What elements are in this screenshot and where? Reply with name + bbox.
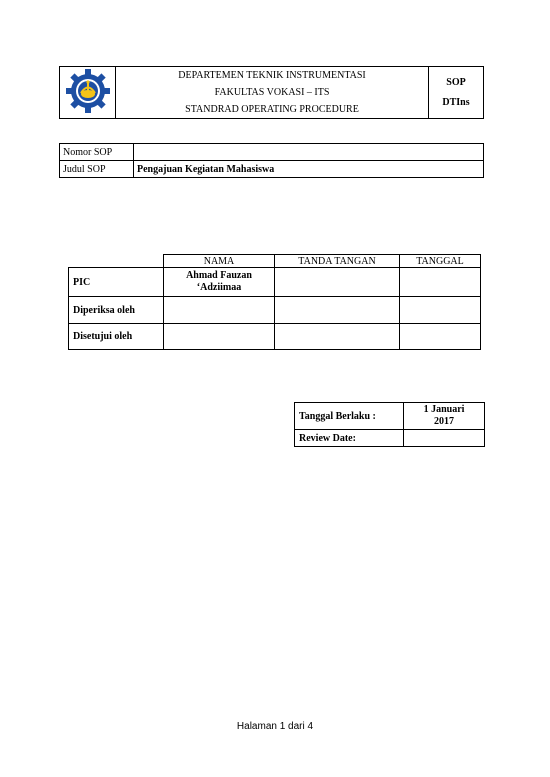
header-table xyxy=(59,66,484,119)
pic-name-line2: ‘Adziimaa xyxy=(196,282,242,293)
diperiksa-signature xyxy=(275,297,400,324)
tanggal-berlaku-line2: 2017 xyxy=(434,416,454,427)
sop-info-table xyxy=(59,143,484,178)
disetujui-date xyxy=(400,324,481,350)
signature-table xyxy=(68,254,481,350)
pic-signature xyxy=(275,268,400,297)
sop-code: SOP xyxy=(446,76,466,88)
faculty-name: FAKULTAS VOKASI – ITS xyxy=(214,87,330,98)
nomor-sop-label: Nomor SOP xyxy=(60,144,134,161)
pic-date xyxy=(400,268,481,297)
department-name: DEPARTEMEN TEKNIK INSTRUMENTASI xyxy=(178,70,366,81)
header-title-cell xyxy=(116,67,429,119)
tanggal-berlaku-line1: 1 Januari xyxy=(423,404,465,415)
page-number: Halaman 1 dari 4 xyxy=(236,721,314,732)
its-logo-icon xyxy=(65,68,111,114)
header-blank-cell xyxy=(69,255,164,268)
row-label-pic: PIC xyxy=(69,268,164,297)
table-row xyxy=(69,297,481,324)
judul-sop-value: Pengajuan Kegiatan Mahasiswa xyxy=(134,161,484,178)
judul-sop-label: Judul SOP xyxy=(60,161,134,178)
date-table xyxy=(294,402,485,447)
diperiksa-name xyxy=(164,297,275,324)
tanggal-berlaku-value xyxy=(404,403,485,430)
disetujui-name xyxy=(164,324,275,350)
table-row xyxy=(69,268,481,297)
row-label-diperiksa: Diperiksa oleh xyxy=(69,297,164,324)
col-header-tanggal: TANGGAL xyxy=(400,255,481,268)
pic-name xyxy=(164,268,275,297)
pic-name-line1: Ahmad Fauzan xyxy=(186,270,252,281)
review-date-label: Review Date: xyxy=(295,430,404,447)
diperiksa-date xyxy=(400,297,481,324)
row-label-disetujui: Disetujui oleh xyxy=(69,324,164,350)
tanggal-berlaku-label: Tanggal Berlaku : xyxy=(295,403,404,430)
table-row xyxy=(69,324,481,350)
review-date-value xyxy=(404,430,485,447)
disetujui-signature xyxy=(275,324,400,350)
department-code: DTIns xyxy=(442,96,470,108)
col-header-nama: NAMA xyxy=(164,255,275,268)
document-type: STANDRAD OPERATING PROCEDURE xyxy=(185,104,359,115)
nomor-sop-value xyxy=(134,144,484,161)
col-header-tanda-tangan: TANDA TANGAN xyxy=(275,255,400,268)
sop-code-cell xyxy=(429,67,484,119)
logo-cell xyxy=(60,67,116,119)
